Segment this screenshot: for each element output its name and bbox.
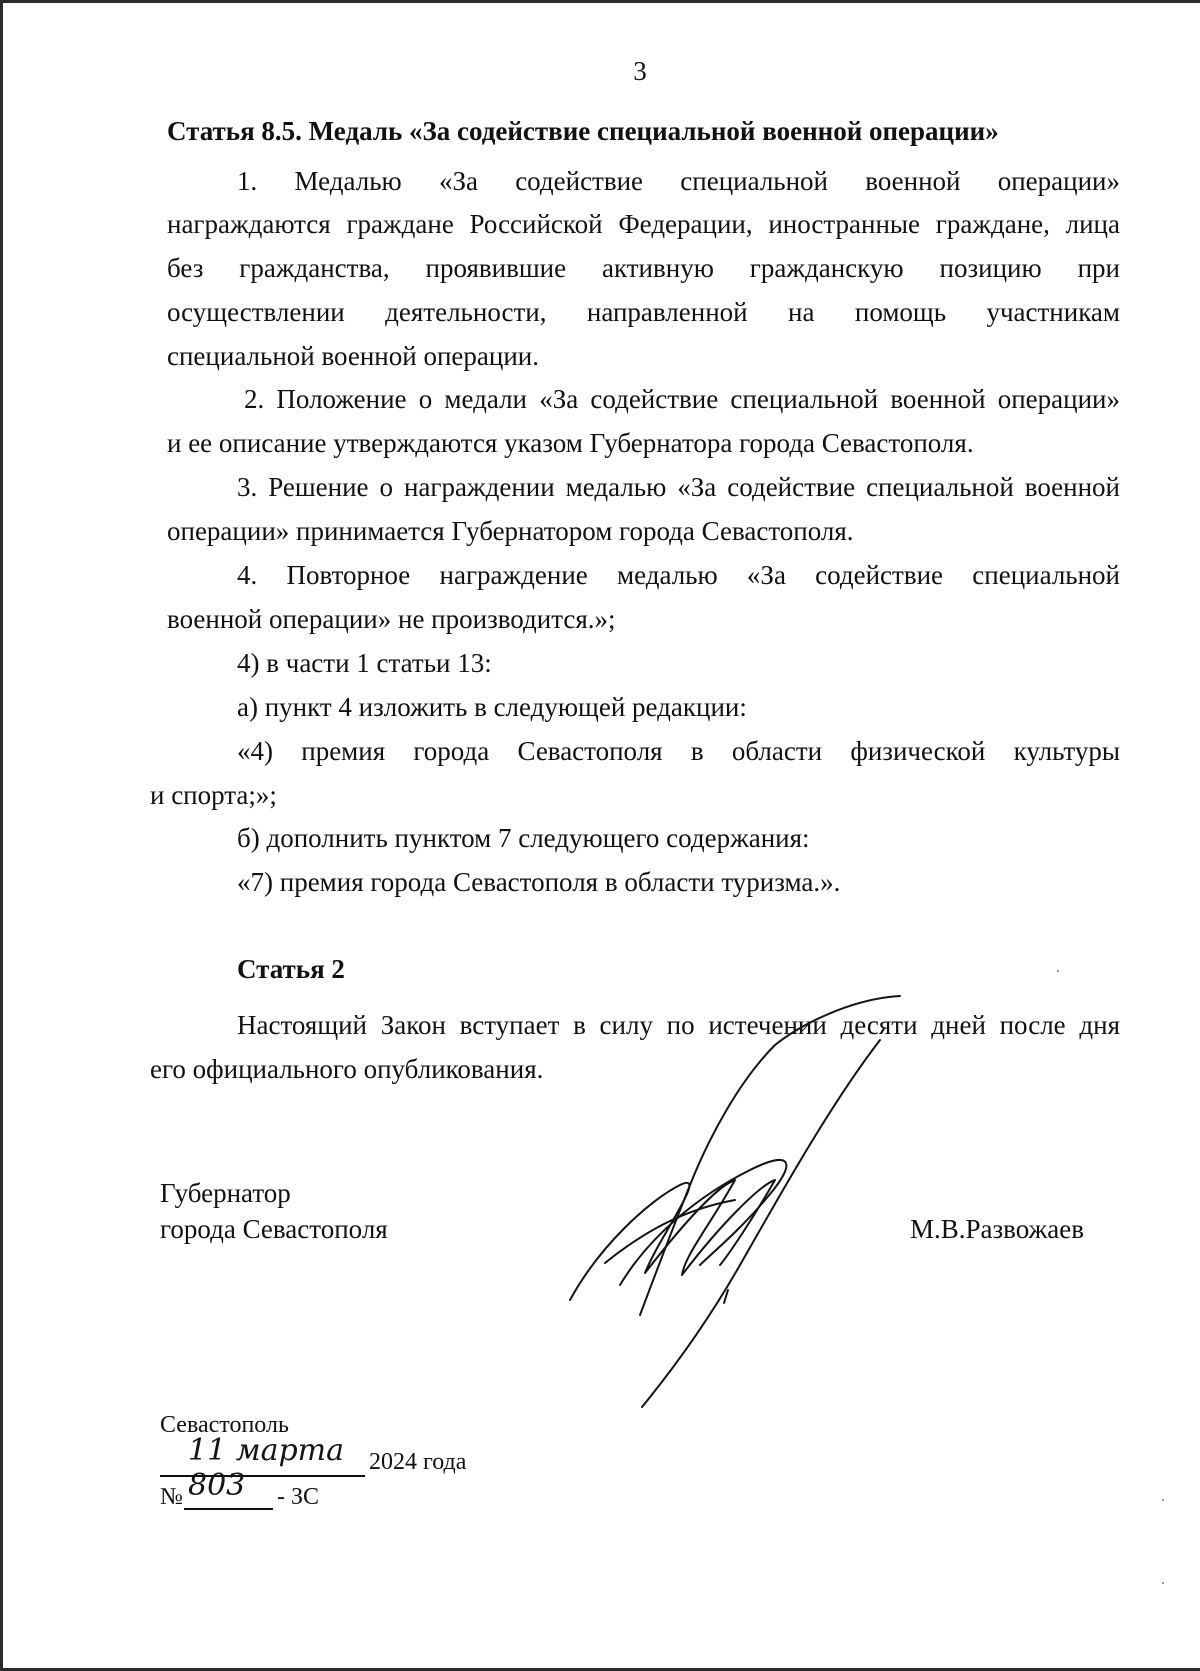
paragraph-line: 3. Решение о награждении медалью «За содействие специальной военной (237, 472, 1120, 502)
amendment-quote-line: «7) премия города Севастополя в области туризма.». (237, 867, 841, 897)
paragraph-line: награждаются граждане Российской Федерации, иностранные граждане, лица (167, 209, 1120, 239)
signatory-title: Губернатор (160, 1178, 291, 1208)
paragraph-line: без гражданства, проявившие активную гражданскую позицию при (167, 253, 1120, 283)
paragraph-line: и ее описание утверждаются указом Губернатора города Севастополя. (167, 428, 974, 458)
date-year: 2024 года (369, 1449, 467, 1475)
paragraph-line: осуществлении деятельности, направленной на помощь участникам (167, 297, 1120, 327)
paragraph-line: его официального опубликования. (150, 1054, 544, 1084)
number-handwritten: 803 (188, 1468, 246, 1503)
amendment-quote-line: и спорта;»; (150, 780, 277, 810)
paragraph-line: Настоящий Закон вступает в силу по истечении десяти дней после дня (237, 1010, 1120, 1040)
signatory-title: города Севастополя (160, 1214, 388, 1244)
paragraph-line: специальной военной операции. (167, 341, 539, 371)
handwritten-signature (560, 985, 920, 1425)
page-number: 3 (633, 56, 647, 86)
paragraph-line: 4. Повторное награждение медалью «За содействие специальной (237, 560, 1120, 590)
city-label: Севастополь (160, 1412, 289, 1438)
article-2-heading: Статья 2 (237, 954, 345, 984)
paragraph-line: 1. Медалью «За содействие специальной военной операции» (237, 166, 1120, 196)
scan-speck (1162, 1499, 1164, 1501)
signatory-name: М.В.Развожаев (910, 1214, 1084, 1244)
article-heading: Статья 8.5. Медаль «За содействие специальной военной операции» (167, 116, 999, 146)
amendment-item: 4) в части 1 статьи 13: (237, 648, 492, 678)
number-prefix: № (160, 1484, 183, 1510)
number-underline (184, 1508, 273, 1510)
number-suffix: - ЗС (277, 1484, 320, 1510)
paragraph-line: 2. Положение о медали «За содействие специальной военной операции» (244, 384, 1120, 414)
paragraph-line: военной операции» не производится.»; (167, 604, 616, 634)
scan-border-left (0, 0, 3, 1671)
date-handwritten: 11 марта (188, 1433, 345, 1468)
amendment-item: а) пункт 4 изложить в следующей редакции: (237, 692, 747, 722)
scan-speck (1057, 970, 1059, 972)
scan-border-top (0, 0, 1200, 3)
paragraph-line: операции» принимается Губернатором города Севастополя. (167, 516, 854, 546)
scan-speck (1162, 1582, 1164, 1584)
amendment-item: б) дополнить пунктом 7 следующего содержания: (237, 823, 810, 853)
amendment-quote-line: «4) премия города Севастополя в области физической культуры (237, 736, 1120, 766)
